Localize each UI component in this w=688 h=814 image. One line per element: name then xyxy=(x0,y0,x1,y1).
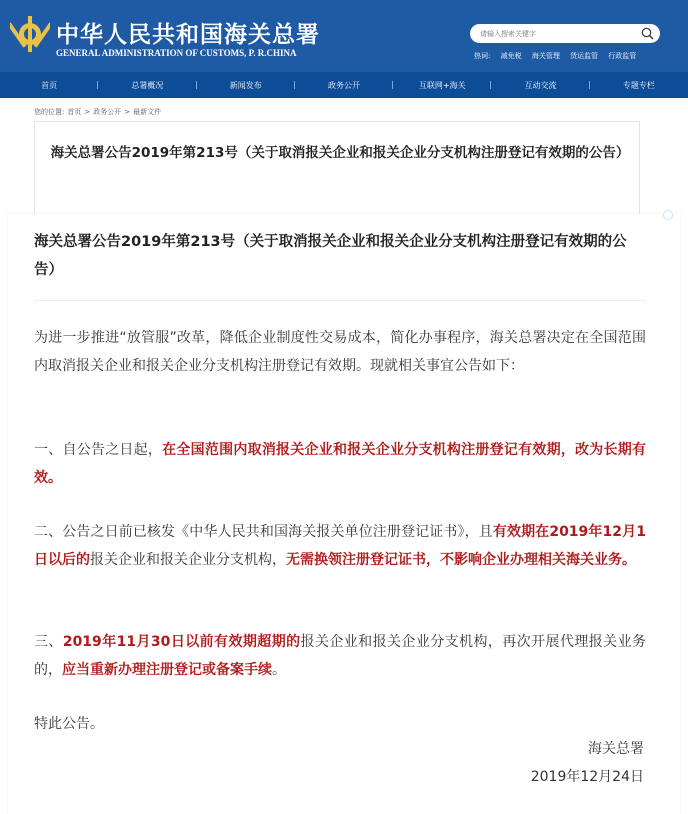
emphasis-text: 在全国范围内取消报关企业和报关企业分支机构注册登记有效期，改为长期有效。 xyxy=(34,442,647,486)
notice-title: 海关总署公告2019年第213号（关于取消报关企业和报关企业分支机构注册登记有效期的公告） xyxy=(50,145,630,161)
nav-item-overview[interactable]: 总署概况 xyxy=(98,80,196,91)
search-icon[interactable] xyxy=(640,26,655,41)
nav-item-interaction[interactable]: 互动交流 xyxy=(491,80,589,91)
breadcrumb xyxy=(34,107,164,117)
item-text: 三、 xyxy=(34,634,63,650)
hot-words xyxy=(474,51,644,61)
nav-item-government-affairs[interactable]: 政务公开 xyxy=(295,80,393,91)
article-signature: 海关总署 xyxy=(588,741,644,757)
customs-emblem-icon[interactable] xyxy=(10,13,50,55)
breadcrumb-link-latest[interactable]: 最新文件 xyxy=(133,108,162,116)
article-title: 海关总署公告2019年第213号（关于取消报关企业和报关企业分支机构注册登记有效期的公告） xyxy=(34,234,627,278)
nav-item-news[interactable]: 新闻发布 xyxy=(197,80,295,91)
item-text: 一、自公告之日起， xyxy=(34,442,163,458)
nav-item-internet-customs[interactable]: 互联网+海关 xyxy=(393,80,491,91)
emphasis-text: 2019年11月30日以前有效期超期的 xyxy=(62,634,301,650)
notice-header-box xyxy=(34,121,640,218)
item-text: 。 xyxy=(272,662,286,678)
divider xyxy=(34,300,646,301)
nav-item-special-topics[interactable]: 专题专栏 xyxy=(622,80,655,90)
article-closing: 特此公告。 xyxy=(34,716,104,732)
breadcrumb-link-home[interactable]: 首页 xyxy=(67,108,82,116)
emphasis-text: 无需换领注册登记证书，不影响企业办理相关海关业务。 xyxy=(286,552,636,568)
breadcrumb-separator: > xyxy=(124,108,131,116)
emphasis-text: 应当重新办理注册登记或备案手续 xyxy=(62,662,272,678)
article-intro: 为进一步推进“放管服”改革，降低企业制度性交易成本，简化办事程序，海关总署决定在全国范围内取消报关企业和报关企业分支机构注册登记有效期。现就相关事宜公告如下： xyxy=(34,330,646,374)
item-text: 报关企业和报关企业分支机构， xyxy=(90,552,286,568)
site-title[interactable]: 中华人民共和国海关总署 xyxy=(56,21,320,48)
emphasis-text: 有效期在2019年12月1日以后的 xyxy=(34,524,646,568)
article-item-3 xyxy=(34,628,646,684)
site-header xyxy=(0,0,688,72)
nav-item-home[interactable]: 首页 xyxy=(0,80,98,91)
article-item-2 xyxy=(34,518,646,574)
breadcrumb-prefix: 您的位置: xyxy=(34,108,65,116)
site-subtitle: GENERAL ADMINISTRATION OF CUSTOMS, P. R.CHINA xyxy=(56,48,297,58)
item-text: 报关企业和报关企业分支机构，再次开展代理报关业务的， xyxy=(34,634,647,678)
hot-words-label: 热词: xyxy=(474,52,491,60)
hot-word-link[interactable]: 海关管理 xyxy=(531,52,560,60)
main-nav xyxy=(0,72,688,98)
search-input[interactable] xyxy=(480,26,630,41)
breadcrumb-separator: > xyxy=(84,108,91,116)
item-text: 二、公告之日前已核发《中华人民共和国海关报关单位注册登记证书》，且 xyxy=(34,524,493,540)
search-box xyxy=(470,24,660,43)
hot-word-link[interactable]: 货运监管 xyxy=(570,52,599,60)
article-date: 2019年12月24日 xyxy=(530,769,644,785)
hot-word-link[interactable]: 行政监管 xyxy=(608,52,637,60)
decorative-dot xyxy=(663,210,673,220)
breadcrumb-link-affairs[interactable]: 政务公开 xyxy=(93,108,122,116)
hot-word-link[interactable]: 减免税 xyxy=(500,52,522,60)
article-item-1 xyxy=(34,436,646,492)
